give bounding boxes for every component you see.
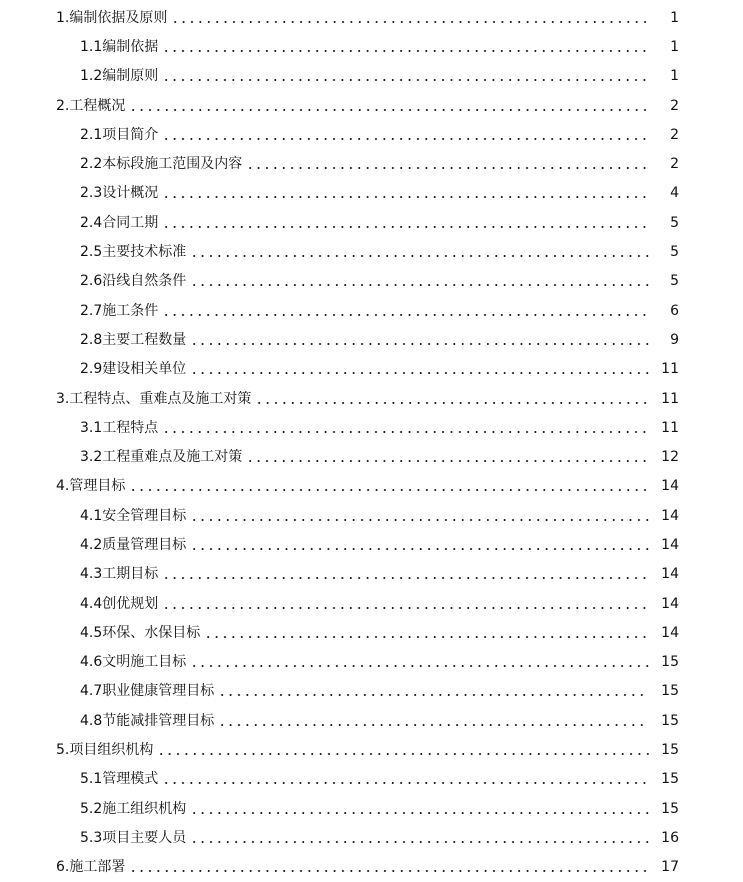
toc-entry-page: 15 — [661, 742, 679, 759]
toc-entry-page: 5 — [670, 273, 679, 290]
dot-leader — [157, 743, 649, 757]
toc-entry-page: 15 — [661, 712, 679, 729]
toc-entry-title: 6.施工部署 — [56, 859, 126, 876]
toc-entry[interactable] — [0, 208, 743, 237]
toc-entry-title: 3.工程特点、重难点及施工对策 — [56, 390, 252, 407]
toc-entry[interactable] — [0, 794, 743, 823]
dot-leader — [162, 128, 649, 142]
toc-entry-page: 1 — [670, 9, 679, 26]
toc-entry[interactable] — [0, 237, 743, 266]
toc-entry-title: 1.2编制原则 — [80, 68, 159, 85]
toc-entry[interactable] — [0, 32, 743, 61]
toc-entry-page: 4 — [670, 185, 679, 202]
toc-entry[interactable] — [0, 149, 743, 178]
dot-leader — [162, 69, 649, 83]
toc-entry-title: 2.9建设相关单位 — [80, 361, 187, 378]
dot-leader — [218, 714, 649, 728]
toc-entry[interactable] — [0, 501, 743, 530]
toc-entry[interactable] — [0, 618, 743, 647]
toc-entry-page: 14 — [661, 595, 679, 612]
toc-entry[interactable] — [0, 355, 743, 384]
toc-entry-title: 4.7职业健康管理目标 — [80, 683, 215, 700]
toc-entry-title: 4.4创优规划 — [80, 595, 159, 612]
toc-entry[interactable] — [0, 179, 743, 208]
toc-entry-page: 1 — [670, 38, 679, 55]
dot-leader — [171, 11, 649, 25]
toc-entry-title: 4.1安全管理目标 — [80, 507, 187, 524]
toc-entry[interactable] — [0, 823, 743, 852]
toc-entry-page: 16 — [661, 829, 679, 846]
toc-entry-title: 3.2工程重难点及施工对策 — [80, 449, 243, 466]
toc-entry[interactable] — [0, 91, 743, 120]
toc-entry-page: 15 — [661, 800, 679, 817]
dot-leader — [190, 831, 649, 845]
toc-entry-title: 4.5环保、水保目标 — [80, 624, 201, 641]
toc-entry[interactable] — [0, 3, 743, 32]
dot-leader — [129, 479, 649, 493]
dot-leader — [162, 216, 649, 230]
toc-entry-title: 1.编制依据及原则 — [56, 9, 168, 26]
toc-entry-title: 2.5主要技术标准 — [80, 244, 187, 261]
toc-entry-title: 1.1编制依据 — [80, 38, 159, 55]
table-of-contents — [0, 3, 743, 882]
dot-leader — [162, 40, 649, 54]
toc-entry-page: 11 — [661, 390, 679, 407]
toc-entry[interactable] — [0, 735, 743, 764]
toc-entry[interactable] — [0, 706, 743, 735]
toc-entry-title: 2.3设计概况 — [80, 185, 159, 202]
toc-entry-page: 14 — [661, 507, 679, 524]
toc-entry-page: 14 — [661, 566, 679, 583]
toc-entry-page: 17 — [661, 859, 679, 876]
toc-entry-title: 5.1管理模式 — [80, 771, 159, 788]
toc-entry-page: 11 — [661, 361, 679, 378]
toc-entry-page: 6 — [670, 302, 679, 319]
toc-entry-page: 15 — [661, 771, 679, 788]
toc-entry[interactable] — [0, 325, 743, 354]
dot-leader — [129, 99, 649, 113]
toc-entry[interactable] — [0, 472, 743, 501]
toc-entry-page: 14 — [661, 536, 679, 553]
toc-entry-title: 2.1项目简介 — [80, 126, 159, 143]
toc-entry-title: 2.2本标段施工范围及内容 — [80, 156, 243, 173]
toc-entry-title: 2.工程概况 — [56, 97, 126, 114]
dot-leader — [190, 509, 649, 523]
toc-entry-title: 2.4合同工期 — [80, 214, 159, 231]
dot-leader — [162, 421, 649, 435]
toc-entry-title: 5.2施工组织机构 — [80, 800, 187, 817]
toc-entry-title: 5.项目组织机构 — [56, 742, 154, 759]
toc-entry-page: 14 — [661, 478, 679, 495]
toc-entry-title: 3.1工程特点 — [80, 419, 159, 436]
toc-entry[interactable] — [0, 384, 743, 413]
dot-leader — [190, 802, 649, 816]
dot-leader — [255, 392, 649, 406]
dot-leader — [190, 655, 649, 669]
toc-entry-page: 12 — [661, 449, 679, 466]
dot-leader — [190, 274, 649, 288]
dot-leader — [218, 684, 649, 698]
toc-entry[interactable] — [0, 296, 743, 325]
dot-leader — [129, 860, 649, 874]
toc-entry[interactable] — [0, 677, 743, 706]
dot-leader — [190, 245, 649, 259]
dot-leader — [162, 186, 649, 200]
dot-leader — [162, 567, 649, 581]
dot-leader — [246, 450, 649, 464]
toc-entry[interactable] — [0, 62, 743, 91]
toc-entry[interactable] — [0, 589, 743, 618]
toc-entry-title: 4.3工期目标 — [80, 566, 159, 583]
toc-entry[interactable] — [0, 120, 743, 149]
toc-entry-page: 5 — [670, 244, 679, 261]
toc-entry-title: 2.8主要工程数量 — [80, 331, 187, 348]
toc-entry[interactable] — [0, 560, 743, 589]
toc-entry[interactable] — [0, 530, 743, 559]
dot-leader — [246, 157, 649, 171]
toc-entry-title: 4.2质量管理目标 — [80, 536, 187, 553]
toc-entry-page: 2 — [670, 126, 679, 143]
toc-entry-title: 4.6文明施工目标 — [80, 654, 187, 671]
toc-entry-page: 2 — [670, 97, 679, 114]
dot-leader — [162, 597, 649, 611]
toc-entry-page: 9 — [670, 331, 679, 348]
toc-entry-title: 2.7施工条件 — [80, 302, 159, 319]
toc-entry-title: 4.管理目标 — [56, 478, 126, 495]
toc-entry-page: 15 — [661, 683, 679, 700]
dot-leader — [190, 538, 649, 552]
toc-entry[interactable] — [0, 648, 743, 677]
toc-entry-title: 4.8节能减排管理目标 — [80, 712, 215, 729]
toc-entry[interactable] — [0, 853, 743, 882]
toc-entry[interactable] — [0, 765, 743, 794]
toc-entry-page: 15 — [661, 654, 679, 671]
toc-entry-title: 2.6沿线自然条件 — [80, 273, 187, 290]
toc-entry-page: 11 — [661, 419, 679, 436]
dot-leader — [162, 772, 649, 786]
toc-entry-page: 5 — [670, 214, 679, 231]
toc-entry[interactable] — [0, 413, 743, 442]
dot-leader — [162, 304, 649, 318]
dot-leader — [204, 626, 649, 640]
toc-entry-page: 2 — [670, 156, 679, 173]
toc-entry-page: 14 — [661, 624, 679, 641]
toc-entry[interactable] — [0, 267, 743, 296]
toc-entry-title: 5.3项目主要人员 — [80, 829, 187, 846]
dot-leader — [190, 362, 649, 376]
toc-entry-page: 1 — [670, 68, 679, 85]
toc-entry[interactable] — [0, 442, 743, 471]
dot-leader — [190, 333, 649, 347]
